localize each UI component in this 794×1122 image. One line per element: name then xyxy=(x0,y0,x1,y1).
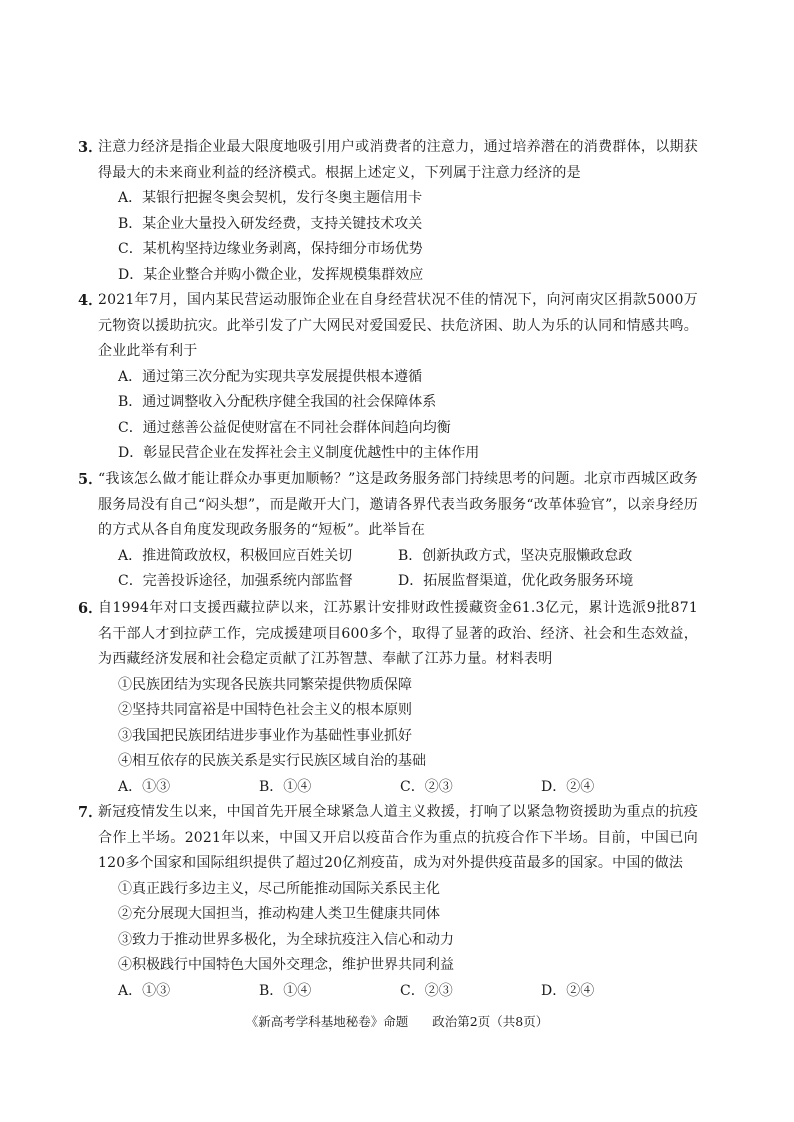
question-stem: 自1994年对口支援西藏拉萨以来，江苏累计安排财政性援藏资金61.3亿元，累计选派9批871名干部人才到拉萨工作，完成援建项目600多个，取得了显著的政治、经济、社会和生态效益，为西藏经济发展和社会稳定贡献了江苏智慧、奉献了江苏力量。材料表明 xyxy=(98,600,698,667)
option-c: C．某机构坚持边缘业务剥离，保持细分市场优势 xyxy=(118,241,423,257)
question-5 xyxy=(78,467,698,595)
option-d: D．拓展监督渠道，优化政务服务环境 xyxy=(398,573,634,589)
question-number: 6． xyxy=(78,600,103,617)
statement-2: ②坚持共同富裕是中国特色社会主义的根本原则 xyxy=(118,702,412,718)
option-a: A．①③ xyxy=(118,778,171,795)
option-c: C．②③ xyxy=(400,982,453,999)
question-number: 3． xyxy=(78,139,103,156)
question-stem: 注意力经济是指企业最大限度地吸引用户或消费者的注意力，通过培养潜在的消费群体，以期获得最大的未来商业利益的经济模式。根据上述定义，下列属于注意力经济的是 xyxy=(98,139,698,181)
option-row xyxy=(98,544,698,570)
option-c: C．完善投诉途径，加强系统内部监督 xyxy=(118,573,353,589)
option-b: B．通过调整收入分配秩序健全我国的社会保障体系 xyxy=(118,394,437,410)
question-number: 7． xyxy=(78,804,103,821)
footer-source: 《新高考学科基地秘卷》命题 xyxy=(245,1014,409,1029)
question-4 xyxy=(78,288,698,467)
option-a: A．通过第三次分配为实现共享发展提供根本遵循 xyxy=(118,368,423,385)
option-d: D．②④ xyxy=(541,778,595,795)
statement-2: ②充分展现大国担当，推动构建人类卫生健康共同体 xyxy=(118,906,440,922)
option-a: A．某银行把握冬奥会契机，发行冬奥主题信用卡 xyxy=(118,190,423,206)
statement-1: ①民族团结为实现各民族共同繁荣提供物质保障 xyxy=(118,676,412,693)
question-stem: 2021年7月，国内某民营运动服饰企业在自身经营状况不佳的情况下，向河南灾区捐款5000万元物资以援助抗灾。此举引发了广大网民对爱国爱民、扶危济困、助人为乐的认同和情感共鸣。企业此举有利于 xyxy=(98,292,698,359)
option-row xyxy=(98,569,698,595)
statement-1: ①真正践行多边主义，尽己所能推动国际关系民主化 xyxy=(118,880,440,897)
question-7 xyxy=(78,800,698,1004)
option-c: C．②③ xyxy=(400,778,453,795)
statement-3: ③我国把民族团结进步事业作为基础性事业抓好 xyxy=(118,727,412,744)
question-6 xyxy=(78,596,698,800)
option-b: B．创新执政方式，坚决克服懒政怠政 xyxy=(398,547,633,564)
question-stem: “我该怎么做才能让群众办事更加顺畅？”这是政务服务部门持续思考的问题。北京市西城区政务服务局没有自己“闷头想”，而是敞开大门，邀请各界代表当政务服务“改革体验官”，以亲身经历的方式从各自角度发现政务服务的“短板”。此举旨在 xyxy=(98,471,698,538)
statement-4: ④积极践行中国特色大国外交理念，维护世界共同利益 xyxy=(118,957,454,973)
option-b: B．某企业大量投入研发经费，支持关键技术攻关 xyxy=(118,215,423,232)
question-number: 4． xyxy=(78,292,103,309)
option-c: C．通过慈善公益促使财富在不同社会群体间趋向均衡 xyxy=(118,419,451,436)
question-number: 5． xyxy=(78,471,103,488)
option-b: B．①④ xyxy=(259,982,312,999)
option-a: A．推进简政放权，积极回应百姓关切 xyxy=(118,547,353,564)
page-footer xyxy=(0,1013,794,1031)
question-stem: 新冠疫情发生以来，中国首先开展全球紧急人道主义救援，打响了以紧急物资援助为重点的抗疫合作上半场。2021年以来，中国又开启以疫苗合作为重点的抗疫合作下半场。目前，中国已向120多个国家和国际组织提供了超过20亿剂疫苗，成为对外提供疫苗最多的国家。中国的做法 xyxy=(98,804,698,871)
statement-4: ④相互依存的民族关系是实行民族区域自治的基础 xyxy=(118,753,426,769)
option-row xyxy=(98,775,698,801)
option-a: A．①③ xyxy=(118,982,171,999)
option-b: B．①④ xyxy=(259,778,312,795)
statement-3: ③致力于推动世界多极化，为全球抗疫注入信心和动力 xyxy=(118,931,454,948)
question-3 xyxy=(78,135,698,288)
option-d: D．某企业整合并购小微企业，发挥规模集群效应 xyxy=(118,266,424,283)
option-row xyxy=(98,979,698,1005)
option-d: D．彰显民营企业在发挥社会主义制度优越性中的主体作用 xyxy=(118,445,480,461)
footer-page-number: 政治第2页（共8页） xyxy=(432,1014,549,1029)
option-d: D．②④ xyxy=(541,982,595,999)
